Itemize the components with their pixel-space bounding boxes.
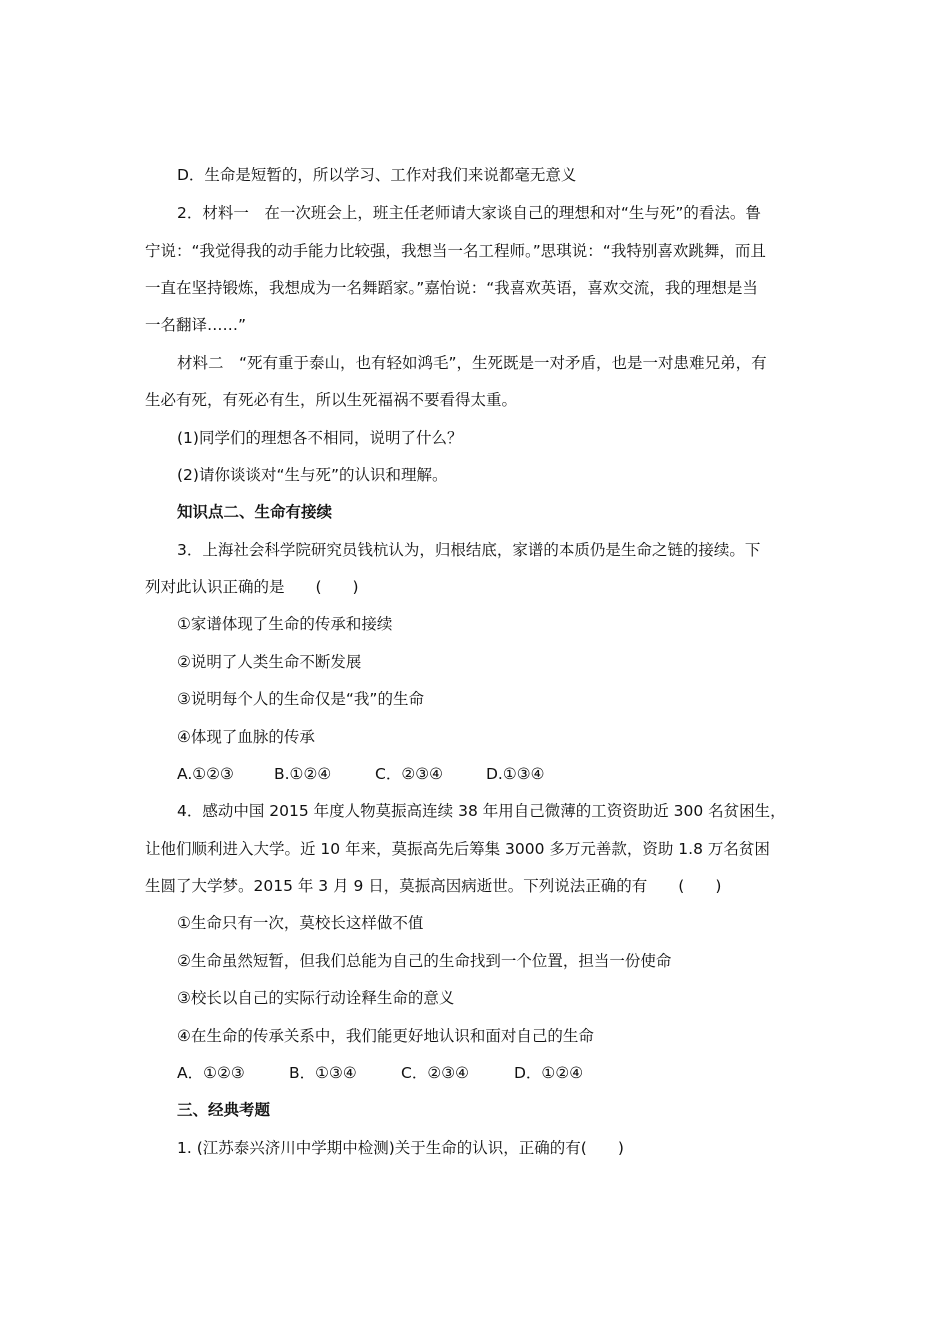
q2-material1-line2: 宁说：“我觉得我的动手能力比较强，我想当一名工程师。”思琪说：“我特别喜欢跳舞，而且 bbox=[145, 242, 766, 260]
q5-stem-line1: 1. (江苏泰兴济川中学期中检测)关于生命的认识，正确的有( ) bbox=[177, 1139, 624, 1157]
q4-stem-line2: 让他们顺利进入大学。近 10 年来，莫振高先后筹集 3000 多万元善款，资助 1.8 万名贫困 bbox=[145, 840, 770, 858]
q3-option-b: B.①②④ bbox=[274, 765, 332, 783]
q2-material2-line1: 材料二 “死有重于泰山，也有轻如鸿毛”，生死既是一对矛盾，也是一对患难兄弟，有 bbox=[177, 354, 767, 372]
q3-stem-line2: 列对此认识正确的是 ( ) bbox=[145, 578, 359, 596]
q2-material1-line1: 2．材料一 在一次班会上，班主任老师请大家谈自己的理想和对“生与死”的看法。鲁 bbox=[177, 204, 761, 222]
q2-material1-line4: 一名翻译……” bbox=[145, 316, 247, 334]
q3-answer-options bbox=[177, 763, 842, 785]
section-heading-knowledge-point-2: 知识点二、生命有接续 bbox=[177, 503, 333, 521]
q3-option-a: A.①②③ bbox=[177, 765, 234, 783]
q3-option-c: C．②③④ bbox=[375, 765, 444, 783]
q4-option-a: A．①②③ bbox=[177, 1064, 245, 1082]
q4-statement-1: ①生命只有一次，莫校长这样做不值 bbox=[177, 914, 424, 932]
q2-subquestion-2: (2)请你谈谈对“生与死”的认识和理解。 bbox=[177, 466, 448, 484]
q4-stem-line1: 4．感动中国 2015 年度人物莫振高连续 38 年用自己微薄的工资资助近 300 名贫困生， bbox=[177, 802, 786, 820]
q3-stem-line1: 3．上海社会科学院研究员钱杭认为，归根结底，家谱的本质仍是生命之链的接续。下 bbox=[177, 541, 761, 559]
q4-stem-line3: 生圆了大学梦。2015 年 3 月 9 日，莫振高因病逝世。下列说法正确的有 ( ) bbox=[145, 877, 722, 895]
q3-option-d: D.①③④ bbox=[486, 765, 545, 783]
q4-option-b: B．①③④ bbox=[289, 1064, 357, 1082]
q4-statement-2: ②生命虽然短暂，但我们总能为自己的生命找到一个位置，担当一份使命 bbox=[177, 952, 672, 970]
q2-material2-line2: 生必有死，有死必有生，所以生死福祸不要看得太重。 bbox=[145, 391, 518, 409]
section-heading-classic-questions: 三、经典考题 bbox=[177, 1101, 271, 1119]
q4-option-c: C．②③④ bbox=[401, 1064, 470, 1082]
q3-statement-1: ①家谱体现了生命的传承和接续 bbox=[177, 615, 393, 633]
q2-material1-line3: 一直在坚持锻炼，我想成为一名舞蹈家。”嘉怡说：“我喜欢英语，喜欢交流，我的理想是当 bbox=[145, 279, 758, 297]
q3-statement-3: ③说明每个人的生命仅是“我”的生命 bbox=[177, 690, 424, 708]
q4-answer-options bbox=[177, 1062, 842, 1084]
q3-statement-2: ②说明了人类生命不断发展 bbox=[177, 653, 362, 671]
q2-subquestion-1: (1)同学们的理想各不相同，说明了什么？ bbox=[177, 429, 463, 447]
q4-option-d: D．①②④ bbox=[514, 1064, 584, 1082]
q3-statement-4: ④体现了血脉的传承 bbox=[177, 728, 315, 746]
option-d-line: D．生命是短暂的，所以学习、工作对我们来说都毫无意义 bbox=[177, 166, 577, 184]
q4-statement-4: ④在生命的传承关系中，我们能更好地认识和面对自己的生命 bbox=[177, 1027, 594, 1045]
q4-statement-3: ③校长以自己的实际行动诠释生命的意义 bbox=[177, 989, 455, 1007]
